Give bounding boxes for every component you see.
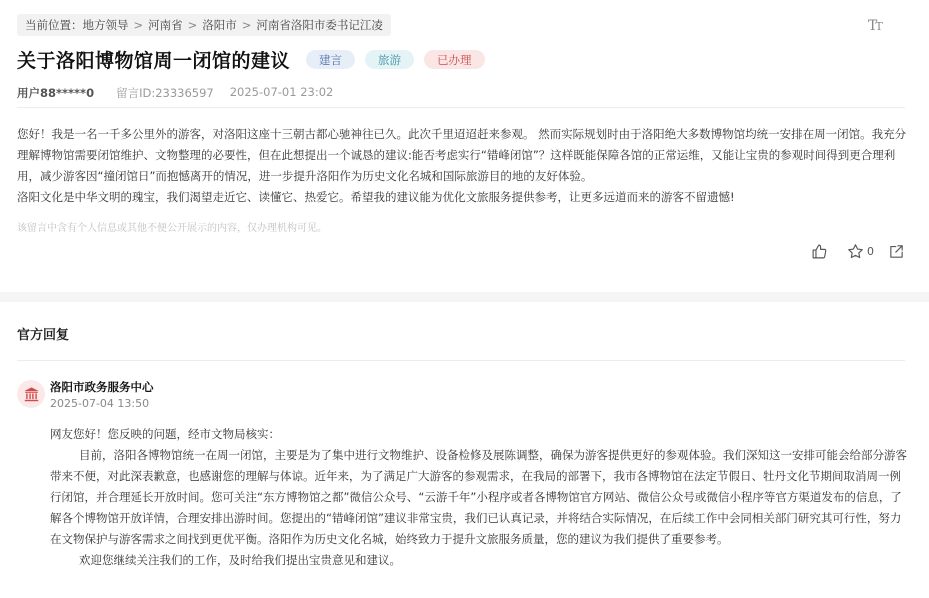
- star-icon: [847, 243, 864, 260]
- breadcrumb-prefix: 当前位置：: [25, 18, 83, 32]
- breadcrumb-item-city[interactable]: 洛阳市: [202, 18, 237, 32]
- font-size-icon[interactable]: [868, 18, 881, 34]
- breadcrumb: [17, 14, 391, 36]
- reply-closing: 欢迎您继续关注我们的工作，及时给我们提出宝贵意见和建议。: [79, 553, 401, 567]
- breadcrumb-separator: >: [133, 18, 144, 32]
- divider: [17, 360, 905, 361]
- section-title-official-reply: 官方回复: [17, 328, 70, 343]
- post-content: [17, 124, 907, 208]
- breadcrumb-separator: >: [241, 18, 252, 32]
- post-time: 2025-07-01 23:02: [229, 85, 334, 99]
- message-id: 留言ID:23336597: [116, 86, 214, 100]
- reply-content: [50, 424, 908, 571]
- privacy-notice: 该留言中含有个人信息或其他不便公开展示的内容，仅办理机构可见。: [17, 223, 327, 234]
- tag-suggestion: 建言: [306, 50, 355, 69]
- reply-time: 2025-07-04 13:50: [50, 397, 150, 410]
- tag-tourism: 旅游: [365, 50, 414, 69]
- star-count: 0: [867, 245, 874, 258]
- thumbs-up-icon[interactable]: [811, 243, 828, 260]
- reply-paragraph: 目前，洛阳各博物馆统一在周一闭馆，主要是为了集中进行文物维护、设备检修及展陈调整，确保为游客提供更好的参观体验。我们深知这一安排可能会给部分游客带来不便，对此深表歉意，也感谢您的理解与体谅。近年来，为了满足广大游客的参观需求，在我局的部署下，我市各博物馆在法定节假日、牡丹文化节期间取消周一例行闭馆，并合理延长开放时间。您可关注“东方博物馆之都”微信公众号、“云游千年”小程序或者各博物馆官方网站、微信公众号或微信小程序等官方渠道发布的信息，了解各个博物馆开放详情，合理安排出游时间。您提出的“错峰闭馆”建议非常宝贵，我们已认真记录，并将结合实际情况，在后续工作中会同相关部门研究其可行性，努力在文物保护与游客需求之间找到更优平衡。洛阳作为历史文化名城，始终致力于提升文旅服务质量，您的建议为我们提供了重要参考。: [50, 448, 907, 546]
- breadcrumb-item-province[interactable]: 河南省: [148, 18, 183, 32]
- title-row: [17, 46, 485, 73]
- government-building-icon: [17, 380, 45, 408]
- user-name: 用户88*****0: [17, 86, 95, 100]
- post-actions: [811, 243, 905, 260]
- reply-greeting: 网友您好！您反映的问题，经市文物局核实：: [50, 427, 280, 441]
- font-size-big: T: [868, 18, 876, 34]
- post-paragraph: 您好！我是一名一千多公里外的游客，对洛阳这座十三朝古都心驰神往已久。此次千里迢迢赶来参观。 然而实际规划时由于洛阳绝大多数博物馆均统一安排在周一闭馆。我充分理解博物馆需要闭馆维护、文物整理的必要性，但在此想提出一个诚恳的建议:能否考虑实行“错峰闭馆”？这样既能保障各馆的正常运维，又能让宝贵的参观时间得到更合理利用，减少游客因“撞闭馆日”而抱憾离开的情况，进一步提升洛阳作为历史文化名城和国际旅游目的地的友好体验。: [17, 127, 907, 183]
- post-paragraph: 洛阳文化是中华文明的瑰宝，我们渴望走近它、读懂它、热爱它。希望我的建议能为优化文旅服务提供参考，让更多远道而来的游客不留遗憾!: [17, 190, 735, 204]
- section-separator: [0, 292, 929, 302]
- star-button[interactable]: [847, 243, 874, 260]
- status-badge: 已办理: [424, 50, 485, 69]
- divider: [17, 107, 905, 108]
- breadcrumb-item-local-leaders[interactable]: 地方领导: [82, 18, 129, 32]
- font-size-small: T: [875, 20, 881, 33]
- page-title: 关于洛阳博物馆周一闭馆的建议: [17, 50, 291, 72]
- breadcrumb-separator: >: [187, 18, 198, 32]
- post-meta: [17, 85, 333, 101]
- share-icon[interactable]: [888, 243, 905, 260]
- breadcrumb-item-leader[interactable]: 河南省洛阳市委书记江凌: [256, 18, 383, 32]
- reply-organization: 洛阳市政务服务中心: [50, 380, 154, 394]
